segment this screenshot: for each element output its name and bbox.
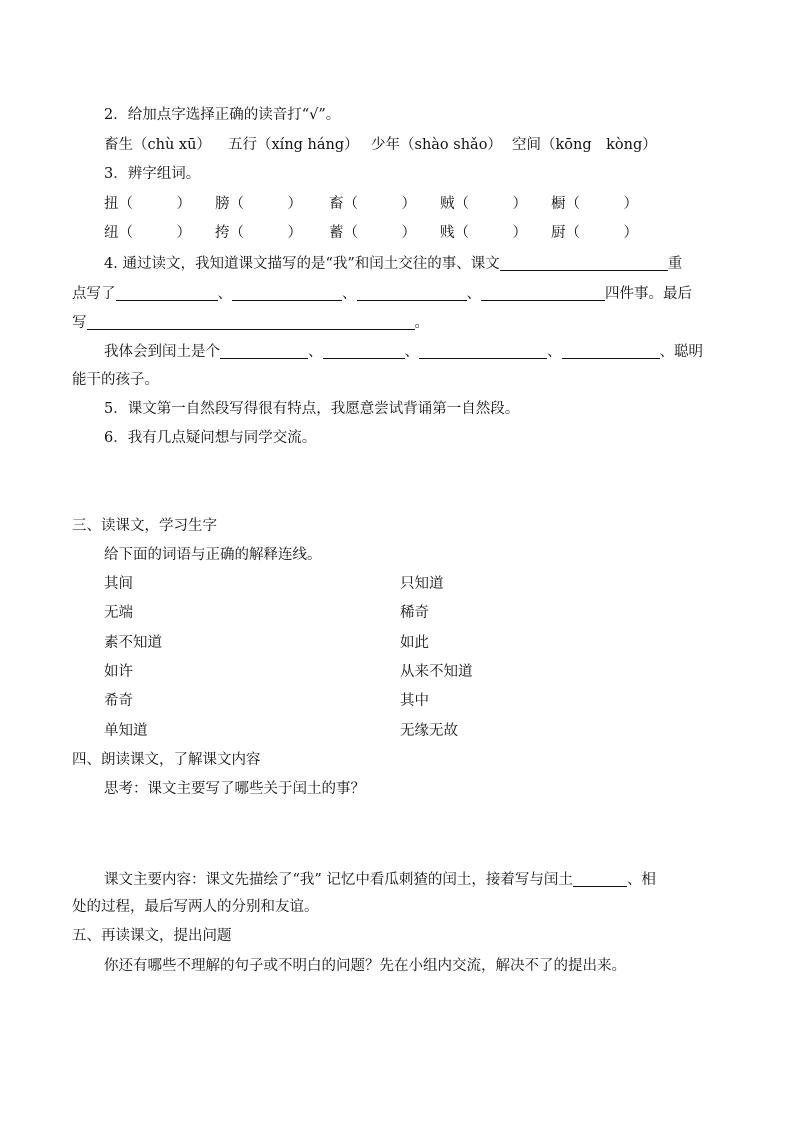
fill-blank[interactable] — [232, 285, 342, 301]
q2-instruction: 2．给加点字选择正确的读音打“√”。 — [104, 107, 341, 123]
fill-blank[interactable] — [220, 343, 308, 359]
match-right-item[interactable]: 如此 — [400, 635, 429, 651]
q6-text: 6．我有几点疑问想与同学交流。 — [104, 430, 317, 446]
q4-line3-tail: 。 — [414, 315, 429, 331]
q4-line1-tail: 重 — [667, 256, 683, 272]
q2-item-4: 空间（kōng kòng） — [512, 137, 657, 153]
q3-row2-cell: 纽（ ） — [104, 225, 191, 241]
q4-line2-tail: 四件事。最后 — [605, 286, 692, 302]
q3-row1-cell: 膀（ ） — [215, 196, 302, 212]
q4-para2-tail: 、聪明 — [659, 344, 703, 360]
q3-row2-cell: 厨（ ） — [551, 225, 638, 241]
fill-blank[interactable] — [357, 285, 467, 301]
fill-blank[interactable] — [419, 343, 547, 359]
q4-line3-head: 写 — [72, 315, 87, 331]
section4-heading: 四、朗读课文，了解课文内容 — [72, 752, 261, 768]
q5-text: 5．课文第一自然段写得很有特点，我愿意尝试背诵第一自然段。 — [104, 401, 520, 417]
match-right-item[interactable]: 其中 — [400, 693, 429, 709]
q3-row1-cell: 畜（ ） — [329, 196, 416, 212]
section4-summary-line-2: 处的过程，最后写两人的分别和友谊。 — [72, 899, 319, 915]
section4-question: 思考：课文主要写了哪些关于闰土的事？ — [104, 781, 365, 797]
section5-text: 你还有哪些不理解的句子或不明白的问题？先在小组内交流，解决不了的提出来。 — [104, 958, 626, 974]
q3-row2-cell: 蓄（ ） — [329, 225, 416, 241]
section3-heading: 三、读课文，学习生字 — [72, 518, 217, 534]
fill-blank[interactable] — [87, 314, 415, 330]
match-right-item[interactable]: 稀奇 — [400, 605, 429, 621]
q4-line-1 — [104, 255, 682, 272]
separator: 、 — [342, 286, 357, 302]
fill-blank[interactable] — [562, 343, 660, 359]
q3-row1-cell: 贼（ ） — [440, 196, 527, 212]
match-right-item[interactable]: 只知道 — [400, 576, 444, 592]
q3-instruction: 3．辨字组词。 — [104, 166, 201, 182]
q3-row1-cell: 扭（ ） — [104, 196, 191, 212]
q4-line-2 — [72, 285, 692, 302]
q2-item-3: 少年（shào shǎo） — [371, 137, 502, 153]
q4-para2-line-1 — [104, 343, 703, 360]
fill-blank[interactable] — [481, 285, 605, 301]
q4-para2-head: 我体会到闰土是个 — [104, 344, 220, 360]
fill-blank[interactable] — [116, 285, 218, 301]
match-left-item[interactable]: 希奇 — [104, 693, 133, 709]
separator: 、 — [217, 286, 232, 302]
section4-summary-line-1 — [104, 871, 656, 888]
q3-row2-cell: 贱（ ） — [440, 225, 527, 241]
match-left-item[interactable]: 无端 — [104, 605, 133, 621]
q4-para2-line-2: 能干的孩子。 — [72, 372, 159, 388]
separator: 、 — [308, 344, 323, 360]
q3-row2-cell: 挎（ ） — [215, 225, 302, 241]
match-left-item[interactable]: 素不知道 — [104, 635, 162, 651]
q2-item-1: 畜生（chù xū） — [104, 137, 211, 153]
section3-instruction: 给下面的词语与正确的解释连线。 — [104, 547, 322, 563]
fill-blank[interactable] — [323, 343, 405, 359]
fill-blank[interactable] — [573, 871, 627, 887]
match-left-item[interactable]: 单知道 — [104, 723, 148, 739]
fill-blank[interactable] — [500, 255, 668, 271]
summary-head: 课文主要内容：课文先描绘了“我” 记忆中看瓜刺猹的闰土，接着写与闰土 — [104, 872, 573, 888]
q4-line2-head: 点写了 — [72, 286, 116, 302]
summary-tail: 、相 — [626, 872, 656, 888]
q2-item-2: 五行（xíng háng） — [228, 137, 359, 153]
q3-row1-cell: 橱（ ） — [551, 196, 638, 212]
match-right-item[interactable]: 无缘无故 — [400, 723, 458, 739]
separator: 、 — [404, 344, 419, 360]
section5-heading: 五、再读课文，提出问题 — [72, 928, 232, 944]
q4-line-3 — [72, 314, 429, 331]
match-left-item[interactable]: 如许 — [104, 664, 133, 680]
separator: 、 — [466, 286, 481, 302]
q4-line1-text: 4. 通过读文，我知道课文描写的是“我”和闰土交往的事、课文 — [104, 256, 500, 272]
match-left-item[interactable]: 其间 — [104, 576, 133, 592]
separator: 、 — [547, 344, 562, 360]
match-right-item[interactable]: 从来不知道 — [400, 664, 473, 680]
